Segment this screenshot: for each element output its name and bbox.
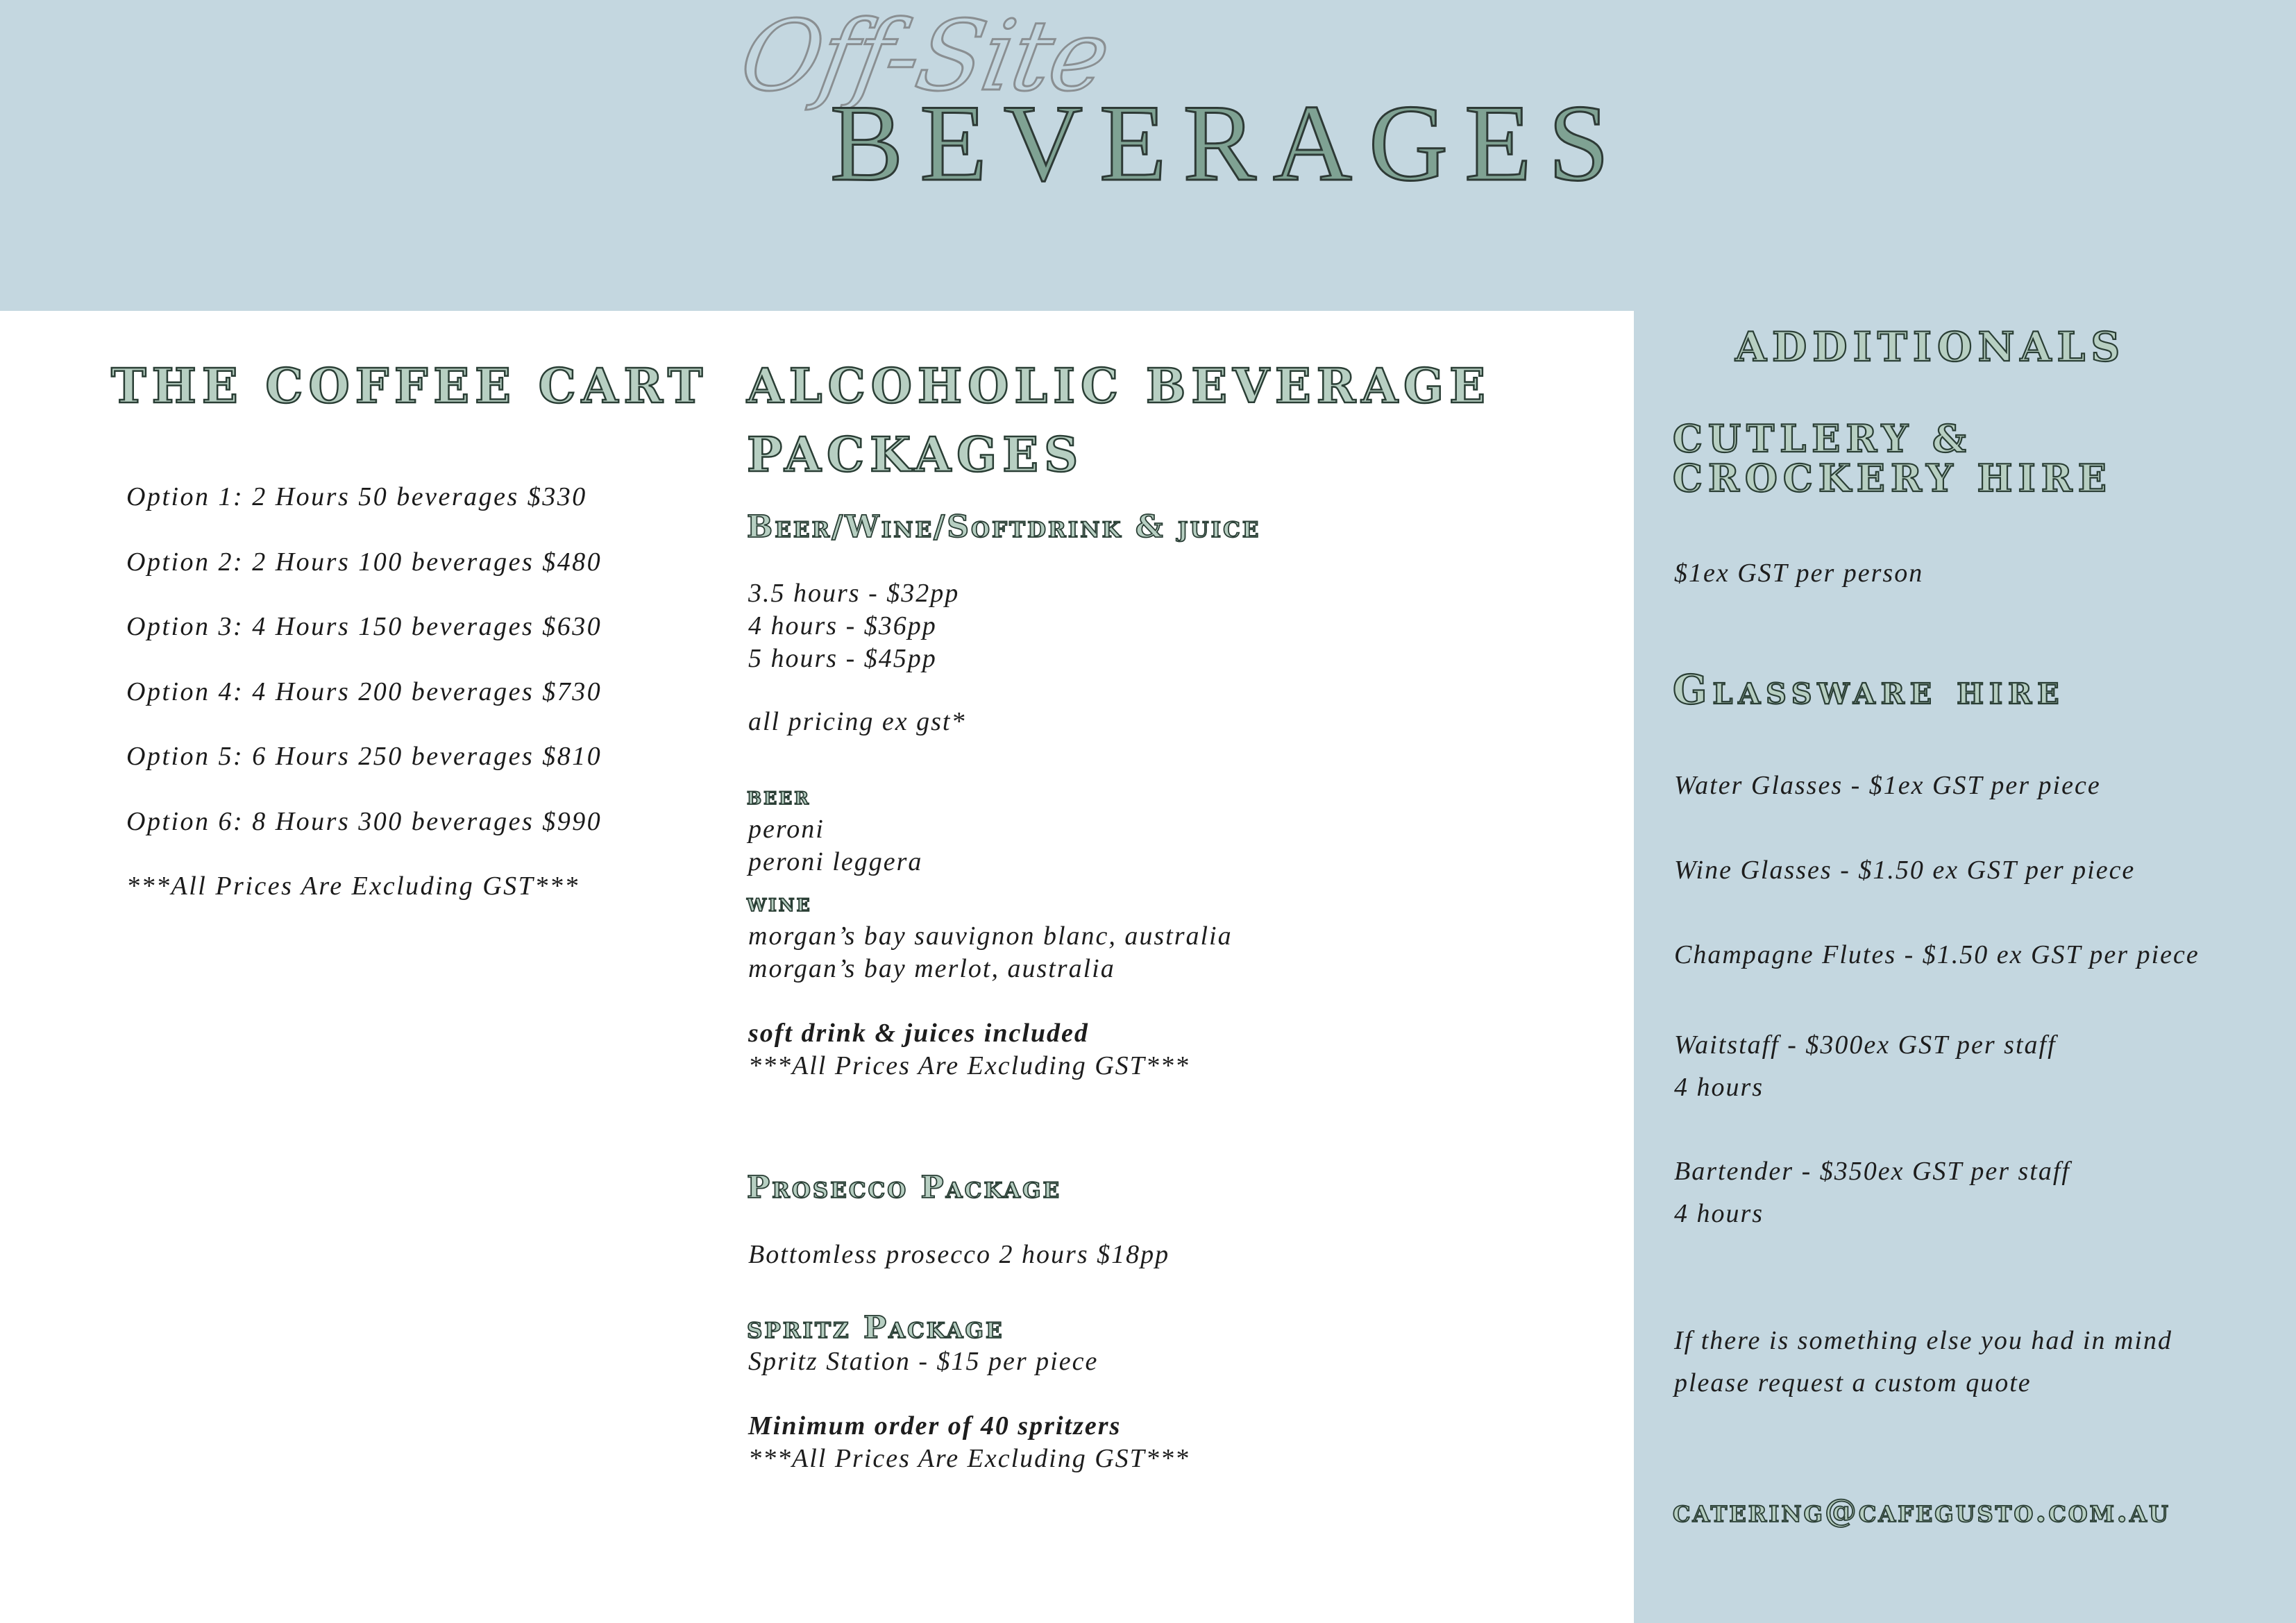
glassware-item: Water Glasses - $1ex GST per piece	[1674, 771, 2101, 800]
glassware-item: Wine Glasses - $1.50 ex GST per piece	[1674, 856, 2136, 885]
coffee-option: Option 2: 2 Hours 100 beverages $480	[126, 547, 602, 577]
wine-item: morgan’s bay merlot, australia	[748, 954, 1115, 983]
additionals-heading: ADDITIONALS	[1735, 323, 2126, 371]
coffee-cart-heading: THE COFFEE CART	[111, 359, 709, 414]
logo-script-text: Off-Site	[732, 0, 1117, 113]
package1-footer	[748, 1017, 1190, 1082]
waitstaff-hours: 4 hours	[1674, 1073, 1764, 1102]
contact-email[interactable]: catering@cafegusto.com.au	[1673, 1492, 2170, 1529]
coffee-gst-note: ***All Prices Are Excluding GST***	[126, 872, 580, 901]
alcohol-heading-line2: PACKAGES	[747, 427, 1084, 483]
gst-note: ***All Prices Are Excluding GST***	[748, 1051, 1190, 1080]
cutlery-heading-line1: CUTLERY &	[1673, 416, 1972, 461]
price-line: 3.5 hours - $32pp	[748, 579, 960, 608]
package1-prices	[748, 577, 959, 675]
coffee-option: Option 1: 2 Hours 50 beverages $330	[126, 482, 587, 511]
wine-item: morgan’s bay sauvignon blanc, australia	[748, 921, 1233, 951]
waitstaff-price: Waitstaff - $300ex GST per staff	[1674, 1030, 2057, 1060]
bartender-price: Bartender - $350ex GST per staff	[1674, 1157, 2070, 1186]
beer-items	[748, 813, 922, 878]
bartender-block	[1674, 1150, 2070, 1235]
alcohol-heading	[747, 352, 1491, 489]
glassware-heading: Glassware hire	[1673, 666, 2065, 713]
prosecco-title: Prosecco Package	[747, 1170, 1062, 1205]
beer-label: beer	[747, 781, 811, 810]
spritz-text: Spritz Station - $15 per piece	[748, 1347, 1099, 1376]
beer-item: peroni leggera	[748, 847, 923, 876]
custom-quote-line2: please request a custom quote	[1674, 1368, 2032, 1397]
logo-main-text: BEVERAGES	[830, 83, 1626, 204]
coffee-option: Option 5: 6 Hours 250 beverages $810	[126, 742, 602, 771]
cutlery-price: $1ex GST per person	[1674, 559, 1924, 588]
wine-items	[748, 920, 1233, 985]
price-line: 5 hours - $45pp	[748, 644, 937, 673]
beer-item: peroni	[748, 815, 825, 844]
pricing-note: all pricing ex gst*	[748, 707, 966, 736]
cutlery-heading	[1673, 416, 2112, 500]
price-line: 4 hours - $36pp	[748, 611, 937, 640]
coffee-option: Option 6: 8 Hours 300 beverages $990	[126, 806, 602, 836]
custom-quote-line1: If there is something else you had in mind	[1674, 1326, 2172, 1355]
gst-note: ***All Prices Are Excluding GST***	[748, 1444, 1190, 1473]
wine-label: wine	[747, 888, 812, 917]
coffee-option: Option 3: 4 Hours 150 beverages $630	[126, 612, 602, 641]
bartender-hours: 4 hours	[1674, 1199, 1764, 1228]
spritz-footer	[748, 1410, 1190, 1475]
alcohol-heading-line1: ALCOHOLIC BEVERAGE	[747, 359, 1491, 414]
included-note: soft drink & juices included	[748, 1019, 1089, 1048]
minimum-order: Minimum order of 40 spritzers	[748, 1411, 1122, 1441]
prosecco-text: Bottomless prosecco 2 hours $18pp	[748, 1240, 1170, 1269]
custom-quote	[1674, 1320, 2172, 1404]
waitstaff-block	[1674, 1024, 2057, 1109]
package1-title: Beer/Wine/Softdrink & juice	[747, 509, 1261, 545]
spritz-title: spritz Package	[747, 1310, 1004, 1345]
coffee-option: Option 4: 4 Hours 200 beverages $730	[126, 677, 602, 706]
coffee-options-list	[126, 477, 602, 932]
cutlery-heading-line2: CROCKERY HIRE	[1673, 455, 2112, 500]
glassware-item: Champagne Flutes - $1.50 ex GST per piece	[1674, 940, 2200, 969]
